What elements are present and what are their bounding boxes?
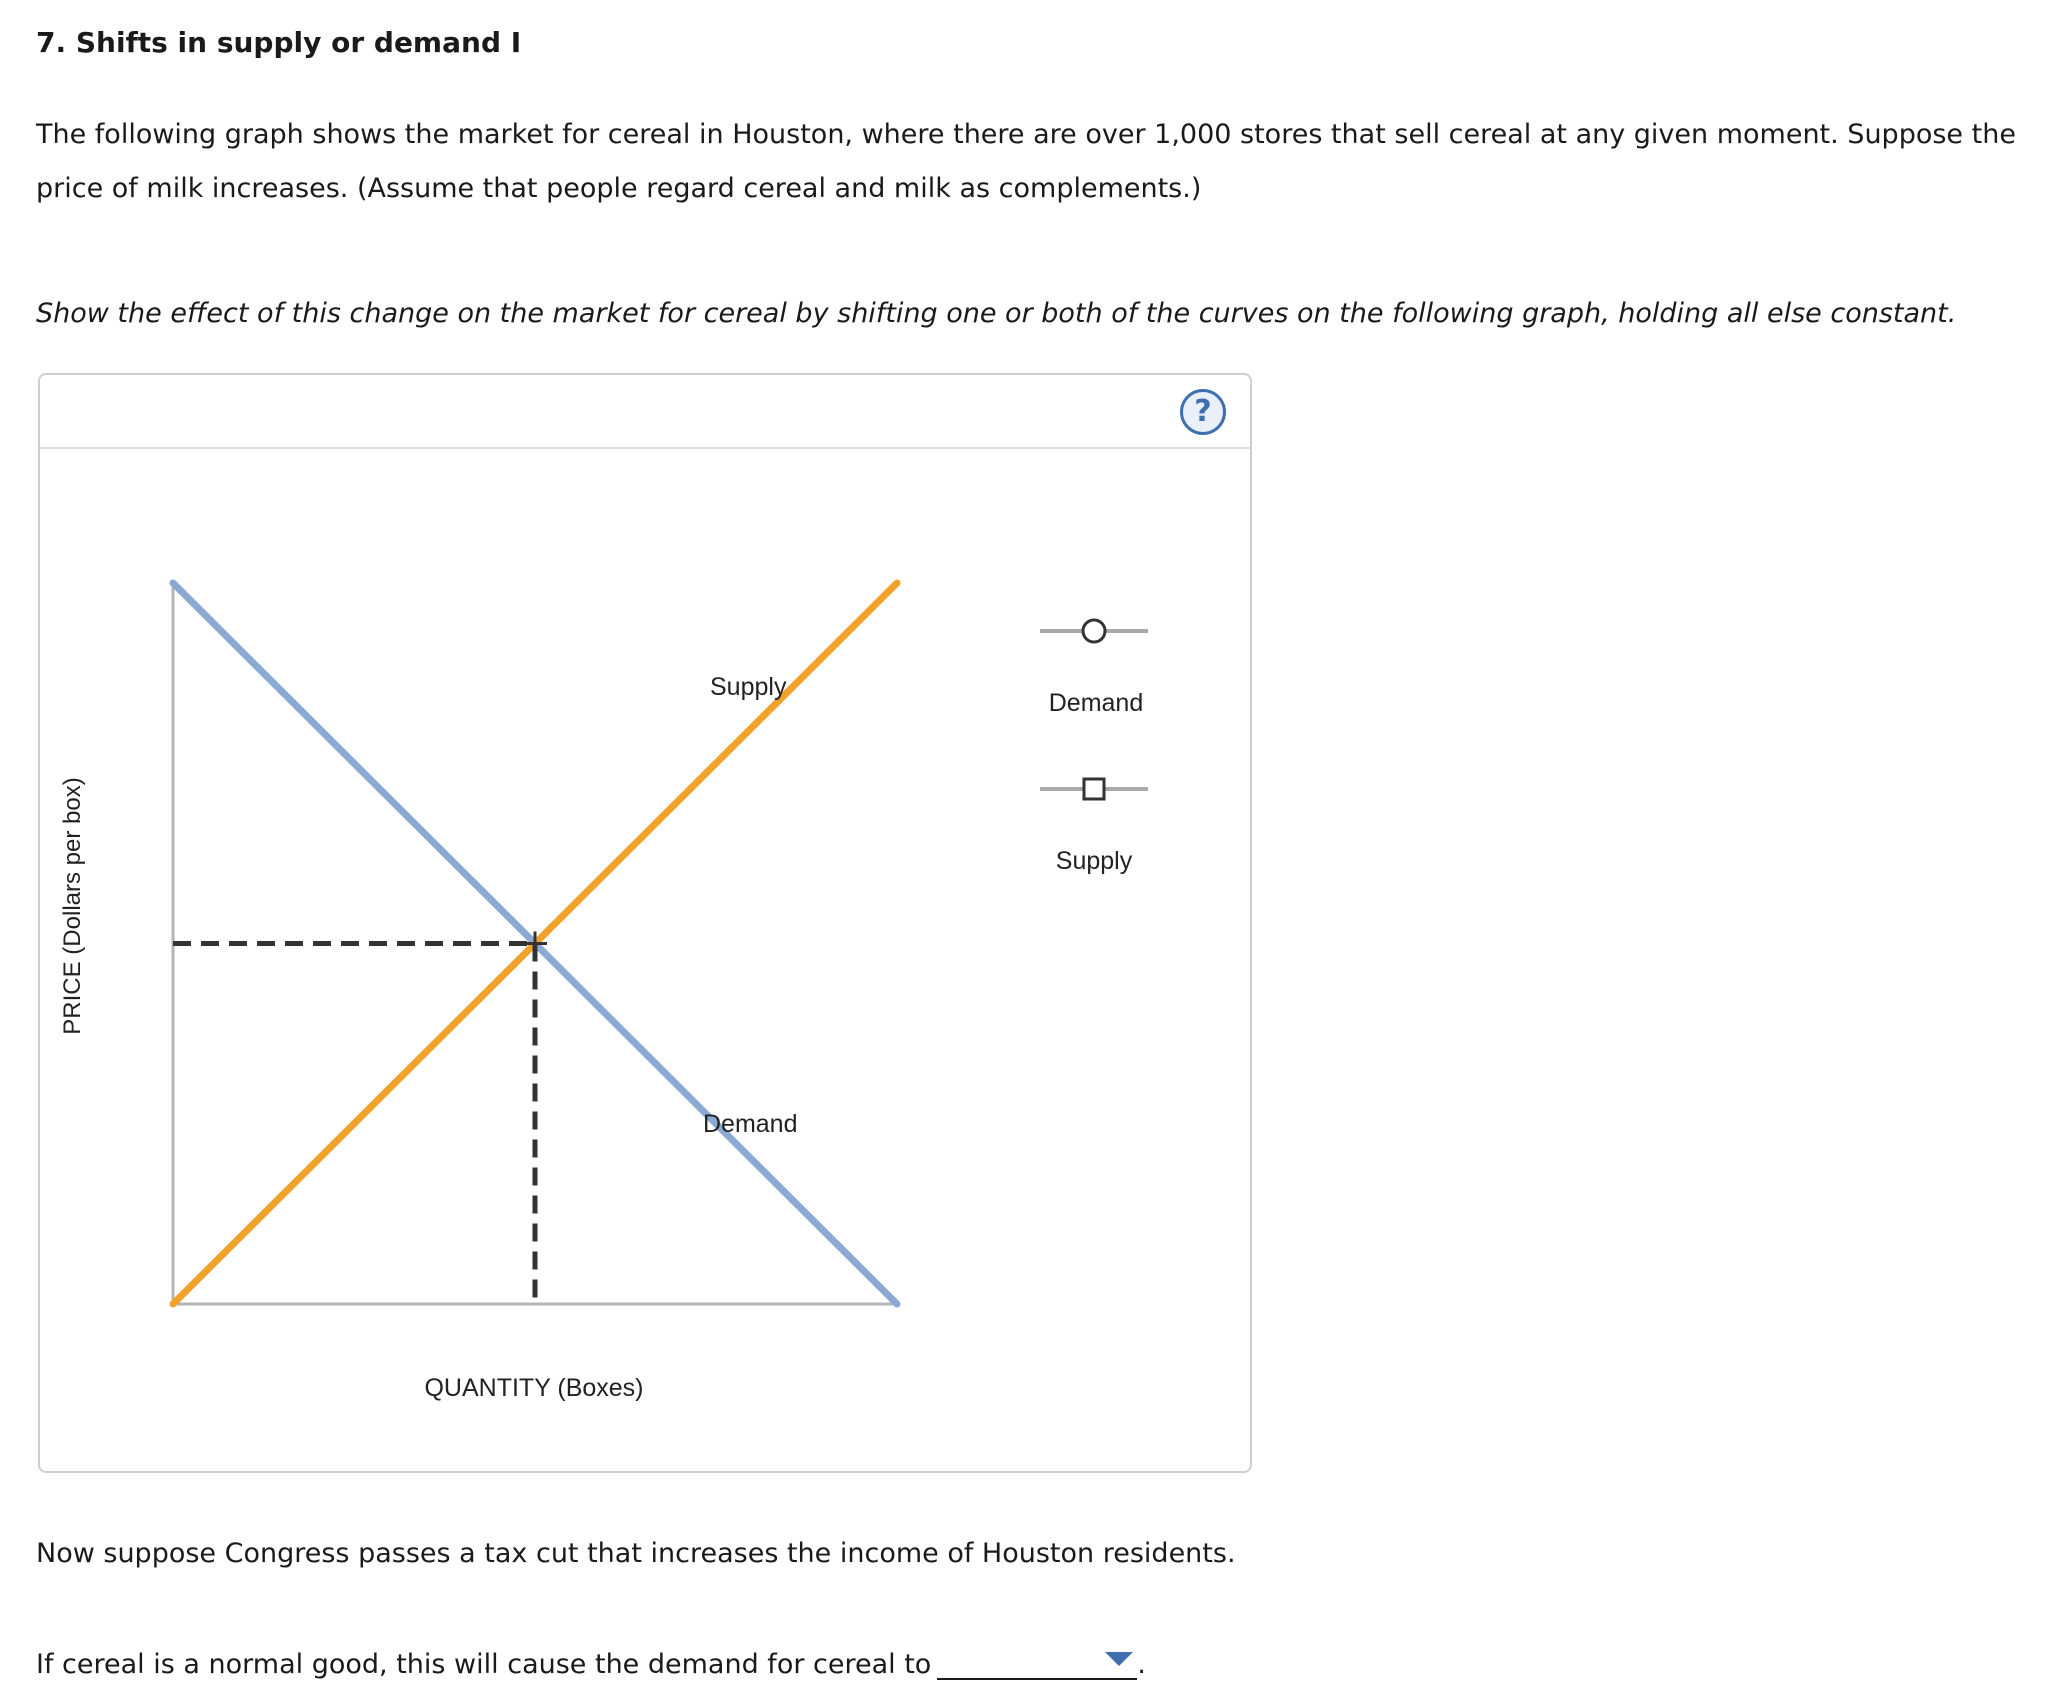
dropdown-prompt: If cereal is a normal good, this will cause the demand for cereal to <box>36 1649 932 1680</box>
palette-supply-label: Supply <box>1055 847 1133 875</box>
followup-text: Now suppose Congress passes a tax cut that increases the income of Houston residents. <box>36 1538 1236 1569</box>
prompt-period: . <box>1137 1649 1146 1680</box>
dropdown-arrow-icon[interactable] <box>1105 1652 1133 1666</box>
palette-demand-tool[interactable] <box>1040 620 1148 717</box>
supply-demand-graph[interactable] <box>40 375 1250 1471</box>
supply-curve-label: Supply <box>710 673 787 701</box>
question-title: 7. Shifts in supply or demand I <box>36 26 522 59</box>
graph-panel <box>38 373 1252 1473</box>
x-axis-label: QUANTITY (Boxes) <box>424 1374 644 1402</box>
help-icon[interactable]: ? <box>1180 389 1226 435</box>
question-instruction: Show the effect of this change on the market for cereal by shifting one or both of the curves on the following graph, holding all else constant. <box>36 298 1957 329</box>
y-axis-label: PRICE (Dollars per box) <box>59 777 86 1035</box>
demand-tool-circle-icon <box>1083 620 1105 642</box>
question-intro: The following graph shows the market for cereal in Houston, where there are over 1,000 stores that sell cereal at any given moment. Suppose the price of milk increases. (Assume that people regard cereal and milk as complements.) <box>36 119 2016 204</box>
supply-tool-square-icon <box>1084 779 1104 799</box>
demand-change-dropdown[interactable] <box>937 1644 1137 1680</box>
palette-demand-label: Demand <box>1048 689 1144 717</box>
demand-curve-label: Demand <box>703 1110 798 1138</box>
palette-supply-tool[interactable] <box>1040 779 1148 875</box>
question-line <box>36 1644 1146 1680</box>
